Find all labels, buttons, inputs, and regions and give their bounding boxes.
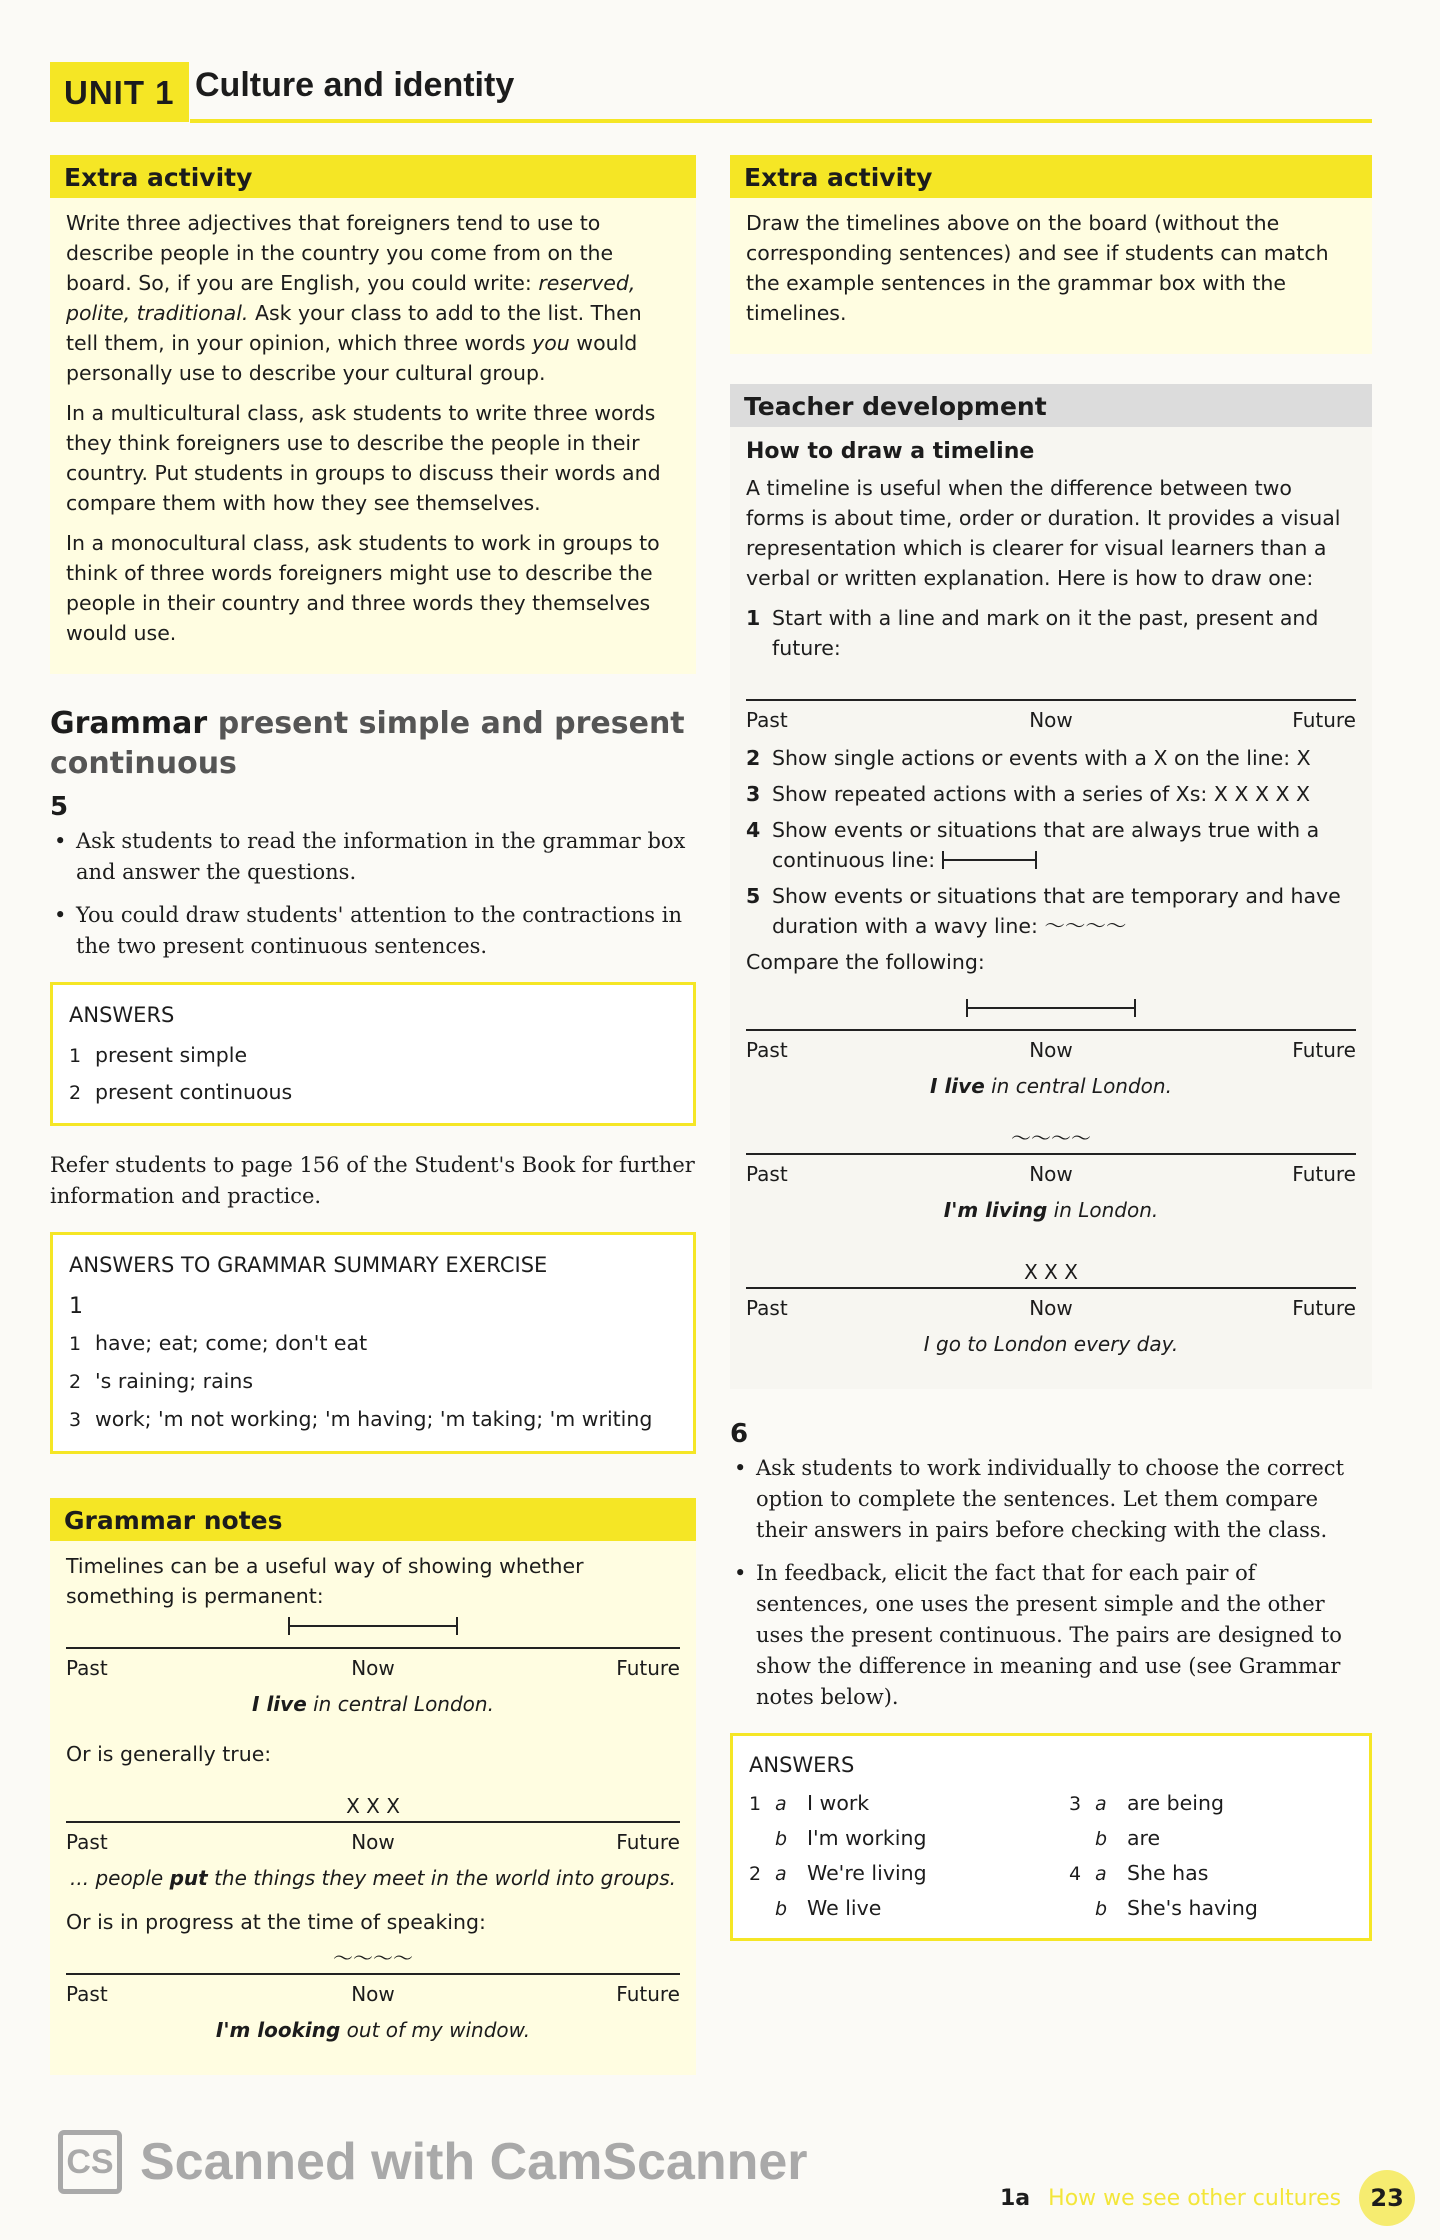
answer-item: 2 present continuous bbox=[69, 1080, 293, 1104]
refer-text: Refer students to page 156 of the Student's Book for further information and practice. bbox=[50, 1153, 695, 1208]
timeline: X X X Past Now Future bbox=[66, 1794, 680, 1854]
exercise-number: 6 bbox=[730, 1419, 749, 1449]
list-item: • You could draw students' attention to the contractions in the two present continuous sentences. bbox=[50, 900, 696, 962]
unit-ref: 1a bbox=[1000, 2185, 1031, 2211]
left-column bbox=[50, 155, 696, 2105]
unit-label: UNIT 1 bbox=[50, 62, 189, 122]
answer-item: 2 's raining; rains bbox=[69, 1369, 253, 1393]
box-title: Grammar notes bbox=[50, 1498, 696, 1541]
timeline-caption: I go to London every day. bbox=[923, 1332, 1179, 1356]
answers-box: ANSWERS 1 a I work b I'm working 2 a We're living b We live 3 a are being b are 4 a She has b She's having bbox=[730, 1733, 1372, 1941]
box-title: Extra activity bbox=[730, 155, 1372, 198]
exercise-number: 5 bbox=[50, 792, 69, 822]
page-footer bbox=[1000, 2170, 1415, 2226]
paragraph: In a multicultural class, ask students to write three words they think foreigners use to describe the people in their country. Put students in groups to discuss their words and compare them with how they see themselves. bbox=[66, 401, 661, 515]
timeline: ～～～～ Past Now Future bbox=[746, 1126, 1356, 1186]
watermark: CS Scanned with CamScanner bbox=[58, 2130, 808, 2194]
grammar-summary-answers-box: ANSWERS TO GRAMMAR SUMMARY EXERCISE 1 1 have; eat; come; don't eat 2 's raining; rains 3 work; 'm not working; 'm having; 'm taking; 'm writing bbox=[50, 1232, 696, 1454]
timeline-caption: ... people put the things they meet in the world into groups. bbox=[70, 1866, 676, 1890]
answer-item: 4 a She has bbox=[1069, 1861, 1209, 1885]
answer-item: 1 present simple bbox=[69, 1043, 248, 1067]
answer-item: 3 a are being bbox=[1069, 1791, 1224, 1815]
list-item: • In feedback, elicit the fact that for each pair of sentences, one uses the present simple and the other uses the present continuous. The pairs are designed to show the difference in meaning and use (see Grammar notes below). bbox=[730, 1558, 1372, 1713]
divider bbox=[190, 119, 1372, 123]
answer-item: b I'm working bbox=[775, 1826, 927, 1850]
timeline: X X X Past Now Future bbox=[746, 1260, 1356, 1320]
unit-header bbox=[50, 62, 1372, 122]
unit-title: Culture and identity bbox=[195, 66, 515, 104]
answer-item: 3 work; 'm not working; 'm having; 'm taking; 'm writing bbox=[69, 1407, 653, 1431]
steps-list: 1 Start with a line and mark on it the past, present and future: Past Now Future 2 Show single actions or events with a X on the line: X 3 Show repeated actions with a series of Xs: X X X X X 4 Show events or situations that are always true with a continuous line: 5 Show events or situations that are temporary and have duration with a wavy line: ～～～～ bbox=[746, 606, 1356, 938]
page-number: 23 bbox=[1359, 2170, 1415, 2226]
grammar-notes-box: Grammar notes Timelines can be a useful way of showing whether something is permanent: Past Now Future I live in central London. Or is generally true: X X X Past Now Future ... people put the things they meet in the world into groups. Or is in progress at the time of speaking: ～～～～ Past Now Future I'm looking out of my window. bbox=[50, 1498, 696, 2075]
paragraph: In a monocultural class, ask students to work in groups to think of three words foreigners might use to describe the people in their country and three words they themselves would use. bbox=[66, 531, 660, 645]
timeline: ～～～～ Past Now Future bbox=[66, 1946, 680, 2006]
timeline: Past Now Future bbox=[746, 1007, 1356, 1067]
list-item: • Ask students to work individually to choose the correct option to complete the sentences. Let them compare their answers in pairs before checking with the class. bbox=[730, 1453, 1372, 1546]
answers-box: ANSWERS 1 present simple 2 present continuous bbox=[50, 982, 696, 1126]
teacher-development-box: Teacher development How to draw a timeline A timeline is useful when the difference between two forms is about time, order or duration. It provides a visual representation which is clearer for visual learners than a verbal or written explanation. Here is how to draw one: 1 Start with a line and mark on it the past, present and future: Past Now Future 2 Show single actions or events with a X on the line: X 3 Show repeated actions with a series of Xs: X X X X X 4 Show events or situations that are always true with a continuous line: 5 Show events or situations that are temporary and have duration with a wavy line: ～～～～ Compare the following: Past Now Future I live in central London. ～～～～ Past Now Future I'm living in London. X X X Past Now Future I go to London every day. bbox=[730, 384, 1372, 1389]
bullet-list bbox=[50, 826, 696, 962]
paragraph: Write three adjectives that foreigners tend to use to describe people in the country you come from on the board. So, if you are English, you could write: reserved, polite, traditional. Ask your class to add to the list. Then tell them, in your opinion, which three words you would personally use to describe your cultural group. bbox=[66, 211, 642, 385]
box-title: Extra activity bbox=[50, 155, 696, 198]
answer-item: 1 have; eat; come; don't eat bbox=[69, 1331, 368, 1355]
grammar-heading: Grammar present simple and present continuous bbox=[50, 706, 685, 781]
camscanner-logo-icon: CS bbox=[58, 2130, 122, 2194]
answer-item: b She's having bbox=[1095, 1896, 1258, 1920]
timeline: Past Now Future bbox=[66, 1625, 680, 1685]
answer-item: 1 a I work bbox=[749, 1791, 870, 1815]
answer-item: 2 a We're living bbox=[749, 1861, 927, 1885]
timeline-caption: I live in central London. bbox=[930, 1074, 1172, 1098]
extra-activity-box: Extra activity Draw the timelines above on the board (without the corresponding sentences) and see if students can match the example sentences in the grammar box with the timelines. bbox=[730, 155, 1372, 354]
timeline-caption: I live in central London. bbox=[252, 1692, 494, 1716]
timeline-caption: I'm looking out of my window. bbox=[215, 2018, 531, 2042]
section-title: How we see other cultures bbox=[1048, 2185, 1342, 2211]
extra-activity-box bbox=[50, 155, 696, 674]
bullet-list bbox=[730, 1453, 1372, 1713]
timeline-caption: I'm living in London. bbox=[943, 1198, 1159, 1222]
list-item: • Ask students to read the information in the grammar box and answer the questions. bbox=[50, 826, 696, 888]
answer-item: b We live bbox=[775, 1896, 882, 1920]
right-column bbox=[730, 155, 1372, 1965]
answer-item: b are bbox=[1095, 1826, 1161, 1850]
box-title: Teacher development bbox=[730, 384, 1372, 427]
